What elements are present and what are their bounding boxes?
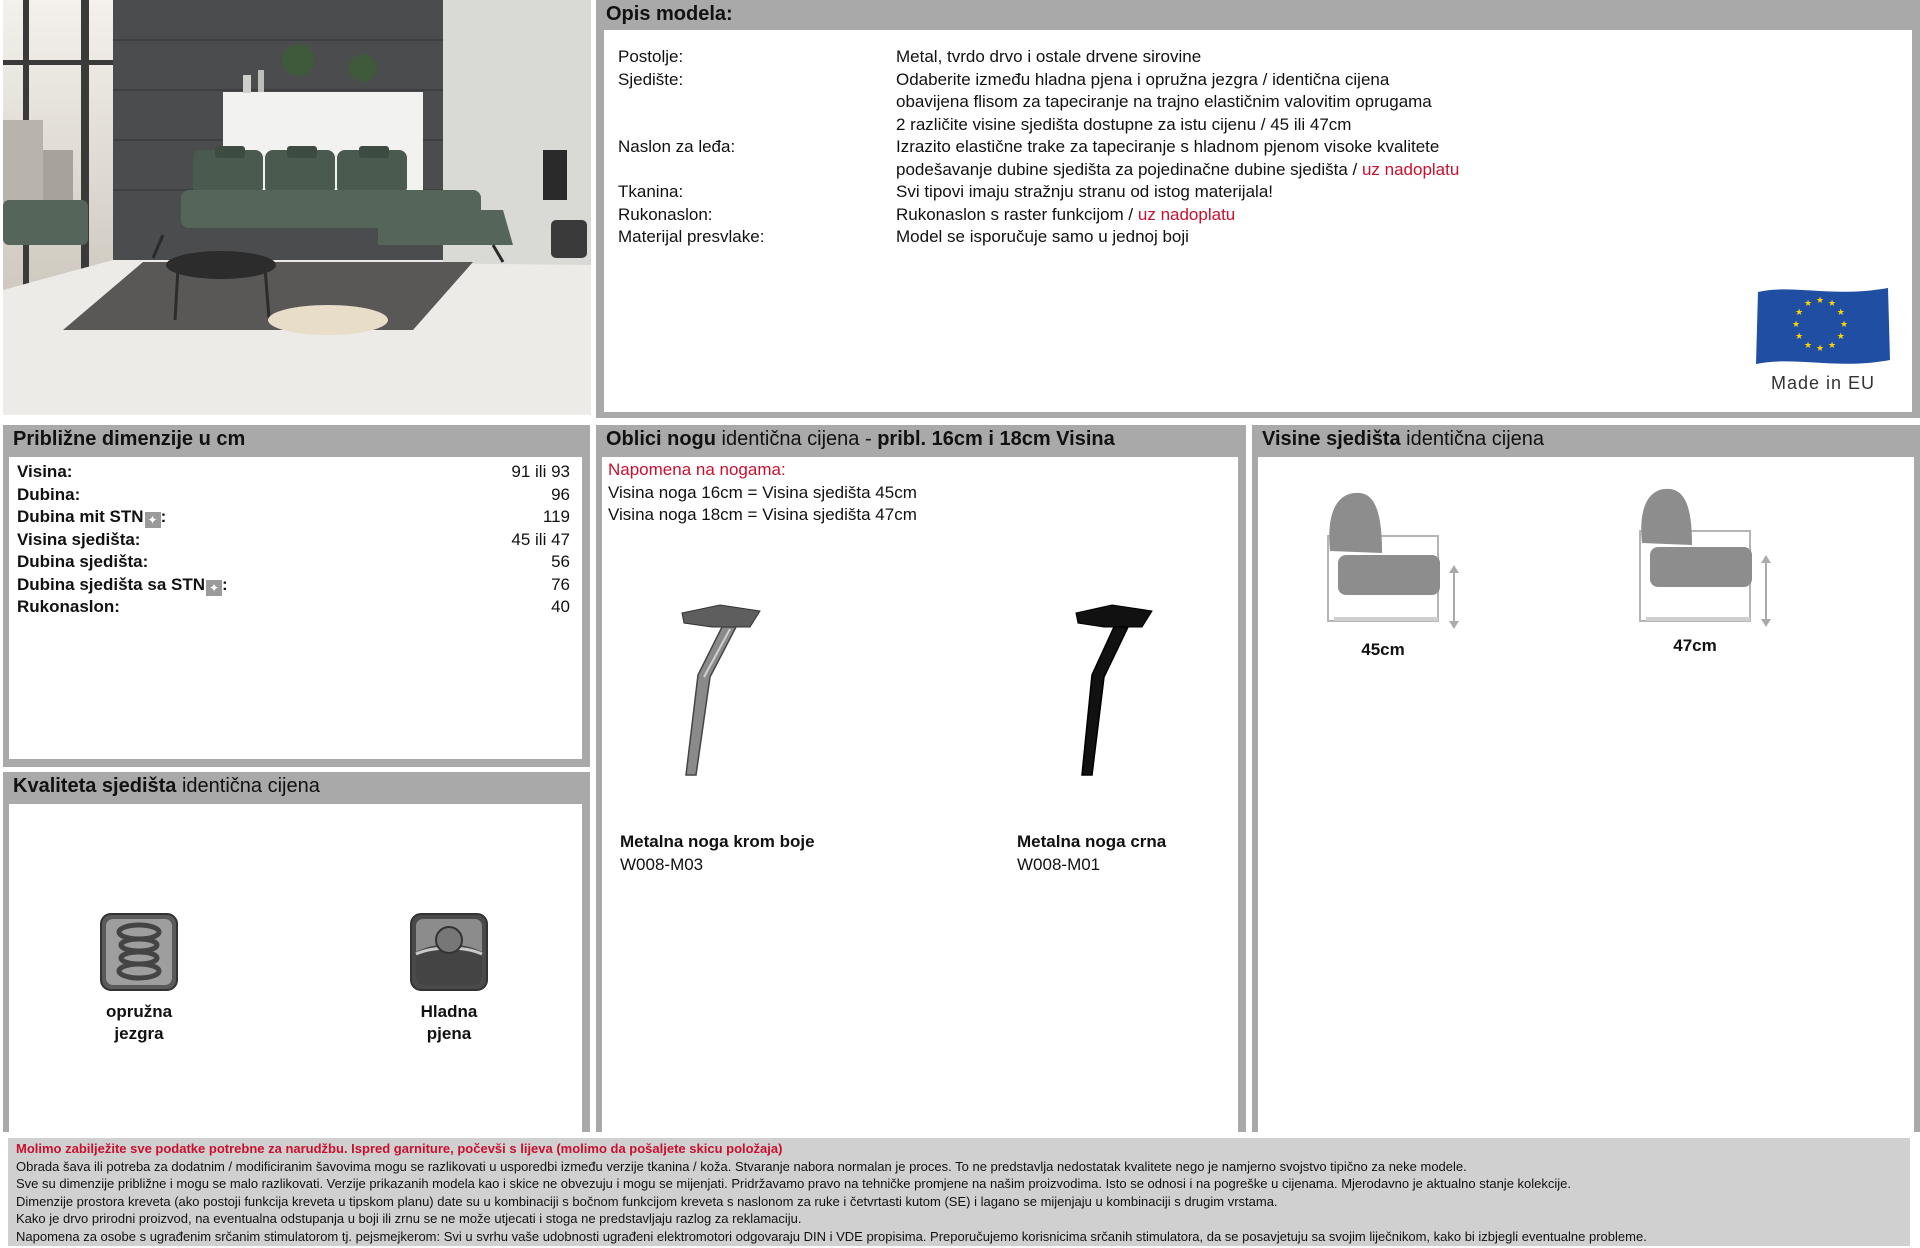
description-title: Opis modela: xyxy=(606,3,733,25)
description-label: Sjedište: xyxy=(618,69,684,89)
dimension-value: 56 xyxy=(551,552,570,571)
description-value-text: 2 različite visine sjedišta dostupne za istu cijenu / 45 ili 47cm xyxy=(896,114,1352,134)
black-leg-code: W008-M01 xyxy=(1017,855,1101,874)
cold-foam-label-line1: Hladna xyxy=(420,1002,478,1021)
legs-note-title: Napomena na nogama: xyxy=(608,460,786,479)
description-value-text: Model se isporučuje samo u jednoj boji xyxy=(896,227,1189,246)
cold-foam-icon xyxy=(409,912,489,992)
seat-quality-title-bold: Kvaliteta sjedišta xyxy=(13,775,177,797)
description-value-line xyxy=(896,114,1351,136)
dimension-value: 45 ili 47 xyxy=(511,529,570,549)
eu-star-icon: ★ xyxy=(1815,343,1825,353)
dimension-label: Dubina sjedišta: xyxy=(17,552,149,571)
eu-star-icon: ★ xyxy=(1815,295,1825,305)
seat-heights-panel xyxy=(1252,425,1920,1132)
description-value-line xyxy=(896,69,1389,91)
dimension-value: 119 xyxy=(542,507,570,526)
stn-icon: ✦ xyxy=(206,580,222,596)
eu-star-icon: ★ xyxy=(1827,339,1837,350)
living-room-photo xyxy=(3,0,591,415)
dimension-value: 91 ili 93 xyxy=(511,462,570,481)
footer-red-line: Molimo zabilježite sve podatke potrebne za narudžbu. Ispred garniture, počevši s lijeva (molimo da pošaljete skicu položaja) xyxy=(16,1141,783,1156)
description-value-text: podešavanje dubine sjedišta za pojedinačne dubine sjedišta / xyxy=(896,159,1362,179)
eu-star-icon: ★ xyxy=(1839,319,1849,329)
description-value-text: Izrazito elastične trake za tapeciranje s hladnom pjenom visoke kvalitete xyxy=(896,137,1440,156)
cold-foam-label xyxy=(389,1001,509,1045)
dimension-row xyxy=(17,574,570,596)
seat-height-47 xyxy=(1630,487,1780,656)
legs-note xyxy=(608,459,917,527)
dimension-label-suffix: : xyxy=(160,507,167,526)
description-value-text: Metal, tvrdo drvo i ostale drvene sirovine xyxy=(896,47,1202,66)
chrome-leg-caption xyxy=(620,830,815,876)
dimension-label: Dubina: xyxy=(17,484,81,504)
black-leg-image xyxy=(1052,597,1172,797)
dimension-value: 76 xyxy=(551,574,570,594)
description-body xyxy=(604,30,1912,412)
dimension-value: 40 xyxy=(551,597,570,616)
description-label: Postolje: xyxy=(618,47,684,66)
legs-note-line-1: Visina noga 16cm = Visina sjedišta 45cm xyxy=(608,482,917,502)
eu-star-icon: ★ xyxy=(1803,298,1813,309)
dimension-label: Visina sjedišta: xyxy=(17,529,141,549)
dimension-row xyxy=(17,529,570,551)
description-value-line xyxy=(896,181,1273,203)
footer-line: Dimenzije prostora kreveta (ako postoji funkcija kreveta u tipskom planu) date su u kombinaciji s bočnom funkcijom kreveta s naslonom za ruke i četvrtasti kutom (SE) i lagano se mijenjaju u kombinaciji s drugim vrstama. xyxy=(16,1193,1278,1209)
made-in-eu-badge xyxy=(1752,284,1894,394)
dimension-row xyxy=(17,484,570,506)
stn-icon: ✦ xyxy=(145,512,161,528)
description-value-line xyxy=(896,226,1189,248)
dimensions-body xyxy=(9,457,582,759)
description-label: Rukonaslon: xyxy=(618,204,713,224)
black-leg-name: Metalna noga crna xyxy=(1017,832,1167,851)
description-value-text: obavijena flisom za tapeciranje na trajno elastičnim valovitim oprugama xyxy=(896,92,1432,111)
eu-star-icon: ★ xyxy=(1795,307,1804,317)
footer-lines xyxy=(16,1158,1902,1246)
footer-notes xyxy=(8,1138,1910,1246)
footer-line: Kako je drvo prirodni proizvod, na eventualna odstupanja u boji ili zrnu se ne može utjecati i stoga ne predstavljaju razlog za reklamaciju. xyxy=(16,1211,802,1226)
seat-quality-title xyxy=(3,772,590,800)
dimension-label: Rukonaslon: xyxy=(17,597,120,616)
surcharge-note: uz nadoplatu xyxy=(1361,159,1460,179)
seat-heights-title-rest: identična cijena xyxy=(1400,428,1545,450)
legs-title-bold2: pribl. 16cm i 18cm Visina xyxy=(877,428,1115,450)
eu-star-icon: ★ xyxy=(1827,298,1837,309)
description-value-line xyxy=(896,204,1235,226)
seat-quality-body xyxy=(9,804,582,1132)
chrome-leg-image xyxy=(662,597,782,797)
seat-quality-title-rest: identična cijena xyxy=(176,775,320,797)
dimension-row xyxy=(17,461,570,483)
eu-star-icon: ★ xyxy=(1836,331,1845,341)
description-value-line xyxy=(896,46,1201,68)
spring-core-label xyxy=(79,1001,199,1045)
footer-line: Napomena za osobe s ugrađenim srčanim stimulatorom tj. pejsmejkerom: Svi u svrhu vaše udobnosti ugrađeni elektromotori odgovaraju DIN i VDE propisima. Preporučujemo korisnicima srčanih stimulatora, da se posavjetuju sa svojim liječnikom, kako bi izbjegli eventualne probleme. xyxy=(16,1228,1647,1244)
dimension-label: Visina: xyxy=(17,462,73,481)
description-value-line xyxy=(896,136,1439,158)
eu-star-icon: ★ xyxy=(1791,319,1801,329)
chrome-leg-name: Metalna noga krom boje xyxy=(620,832,815,851)
eu-star-icon: ★ xyxy=(1836,307,1845,317)
spring-core-option xyxy=(79,912,199,1045)
chrome-leg-code: W008-M03 xyxy=(620,855,704,874)
cold-foam-option xyxy=(389,912,509,1045)
description-label: Materijal presvlake: xyxy=(618,227,765,246)
eu-flag-icon xyxy=(1752,284,1894,368)
seat-height-45 xyxy=(1318,491,1468,660)
description-value-text: Svi tipovi imaju stražnju stranu od istog materijala! xyxy=(896,182,1273,201)
seat-47-label: 47cm xyxy=(1673,636,1717,655)
description-panel xyxy=(596,0,1920,418)
eu-star-icon: ★ xyxy=(1803,339,1813,350)
seat-45-icon xyxy=(1318,491,1468,631)
description-label: Naslon za leđa: xyxy=(618,137,736,156)
description-value-text: Rukonaslon s raster funkcijom / xyxy=(896,204,1138,224)
spring-core-icon xyxy=(99,912,179,992)
eu-star-icon: ★ xyxy=(1795,331,1804,341)
seat-heights-body xyxy=(1258,457,1914,1132)
seat-45-label: 45cm xyxy=(1361,640,1405,659)
product-photo xyxy=(3,0,591,415)
dimension-row xyxy=(17,551,570,573)
legs-panel xyxy=(596,425,1246,1132)
surcharge-note: uz nadoplatu xyxy=(1137,204,1236,224)
description-value-text: Odaberite između hladna pjena i opružna jezgra / identična cijena xyxy=(896,69,1390,89)
legs-note-line-2: Visina noga 18cm = Visina sjedišta 47cm xyxy=(608,505,917,524)
legs-title-rest: identična cijena - xyxy=(716,428,878,450)
seat-heights-title-bold: Visine sjedišta xyxy=(1262,428,1401,450)
cold-foam-label-line2: pjena xyxy=(426,1024,472,1043)
legs-title-bold: Oblici nogu xyxy=(606,428,716,450)
seat-heights-title xyxy=(1252,425,1920,453)
spring-core-label-line2: jezgra xyxy=(114,1024,164,1043)
dimension-row xyxy=(17,506,570,528)
seat-quality-panel xyxy=(3,772,590,1132)
spring-core-label-line1: opružna xyxy=(105,1002,173,1021)
dimension-value: 96 xyxy=(551,484,570,504)
footer-line: Obrada šava ili potreba za dodatnim / modificiranim šavovima mogu se razlikovati u usporedbi između verzije tkanina / koža. Stvaranje nabora normalan je proces. To ne predstavlja nedostatak kvalitete nego je namjerno svojstvo tipično za neke modele. xyxy=(16,1158,1467,1174)
dimension-label-suffix: : xyxy=(222,574,228,594)
legs-body xyxy=(602,457,1238,1132)
dimension-label: Dubina mit STN xyxy=(17,507,144,526)
seat-47-icon xyxy=(1630,487,1780,631)
dimensions-title: Približne dimenzije u cm xyxy=(13,428,246,450)
dimensions-panel xyxy=(3,425,590,767)
black-leg-caption xyxy=(1017,830,1166,876)
legs-title xyxy=(596,425,1246,453)
made-in-eu-label: Made in EU xyxy=(1770,373,1876,393)
description-value-line xyxy=(896,159,1459,181)
description-label: Tkanina: xyxy=(618,182,684,201)
dimension-label: Dubina sjedišta sa STN xyxy=(17,574,205,594)
dimension-row xyxy=(17,596,570,618)
footer-line: Sve su dimenzije približne i mogu se malo razlikovati. Verzije prikazanih modela kao i skice ne obvezuju i mogu se mijenjati. Pridržavamo pravo na tehničke promjene na našim proizvodima. Isto se odnosi i na pogreške u cijenama. Mjerodavno je aktualno stanje kolekcije. xyxy=(16,1176,1572,1191)
description-value-line xyxy=(896,91,1432,113)
